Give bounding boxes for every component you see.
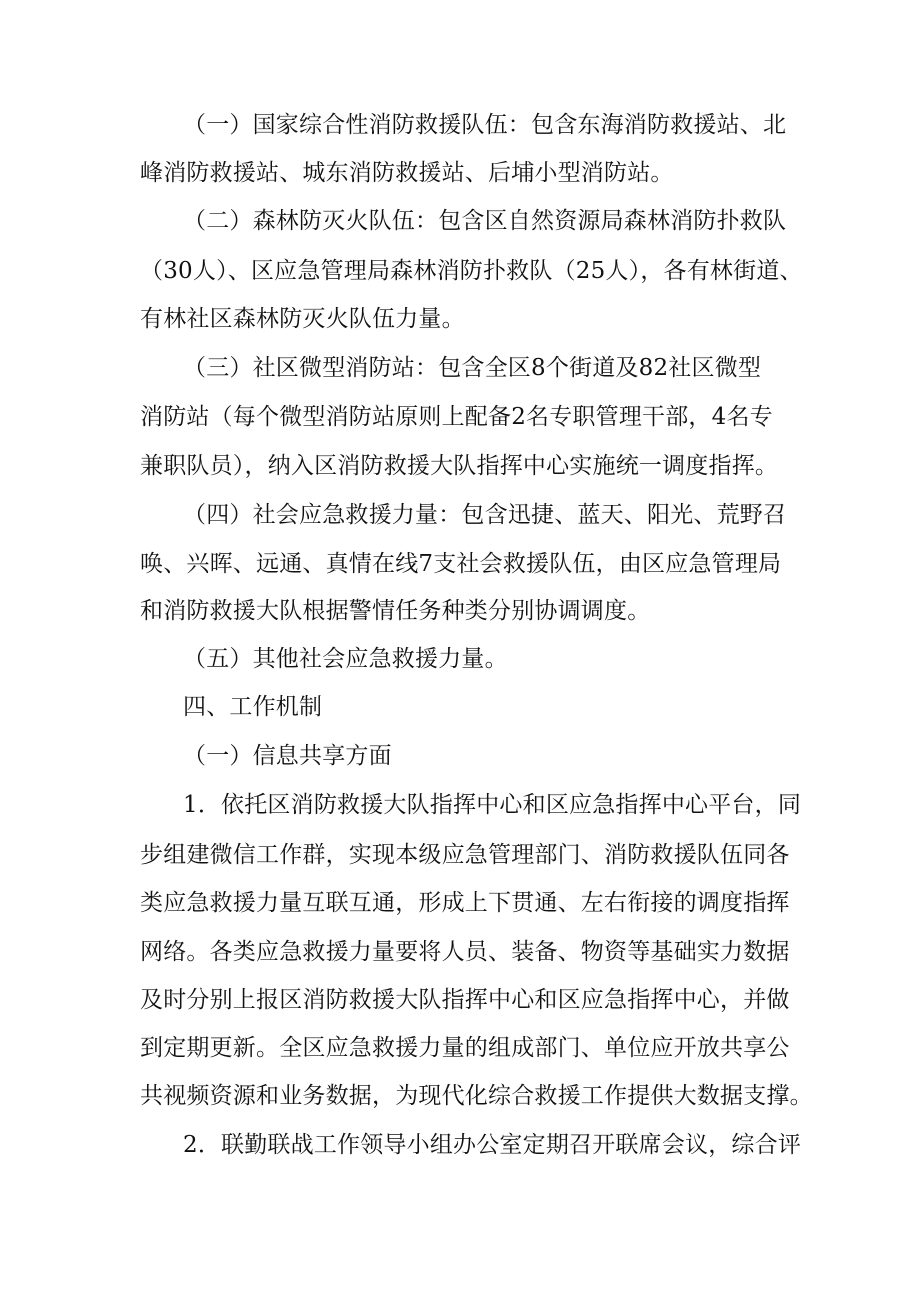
item1-line7: 共视频资源和业务数据，为现代化综合救援工作提供大数据支撑。 (140, 1083, 813, 1109)
item1-line5: 及时分别上报区消防救援大队指挥中心和区应急指挥中心，并做 (140, 987, 790, 1013)
para3-line2: 消防站（每个微型消防站原则上配备2名专职管理干部，4名专 (140, 404, 773, 430)
para2-line1: （二）森林防灭火队伍：包含区自然资源局森林消防扑救队 (183, 208, 787, 234)
para3-line3: 兼职队员），纳入区消防救援大队指挥中心实施统一调度指挥。 (140, 453, 779, 479)
para3-line1: （三）社区微型消防站：包含全区8个街道及82社区微型 (183, 355, 762, 381)
para2-line3: 有林社区森林防灭火队伍力量。 (140, 306, 465, 332)
item1-line2: 步组建微信工作群，实现本级应急管理部门、消防救援队伍同各 (140, 842, 790, 868)
item1-line6: 到定期更新。全区应急救援力量的组成部门、单位应开放共享公 (140, 1035, 790, 1061)
para4-line2: 唤、兴晖、远通、真情在线7支社会救援队伍，由区应急管理局 (140, 551, 782, 577)
para1-line2: 峰消防救援站、城东消防救援站、后埔小型消防站。 (140, 160, 674, 186)
section-heading: 四、工作机制 (183, 694, 323, 720)
item2-line1: 2．联勤联战工作领导小组办公室定期召开联席会议，综合评 (183, 1132, 802, 1158)
item1-line1: 1．依托区消防救援大队指挥中心和区应急指挥中心平台，同 (183, 792, 802, 818)
subsection-heading: （一）信息共享方面 (183, 743, 392, 769)
item1-line4: 网络。各类应急救援力量要将人员、装备、物资等基础实力数据 (140, 939, 790, 965)
para5-line1: （五）其他社会应急救援力量。 (183, 646, 508, 672)
para1-line1: （一）国家综合性消防救援队伍：包含东海消防救援站、北 (183, 112, 787, 138)
para4-line3: 和消防救援大队根据警情任务种类分别协调调度。 (140, 598, 651, 624)
item1-line3: 类应急救援力量互联互通，形成上下贯通、左右衔接的调度指挥 (140, 890, 790, 916)
para2-line2: （30人）、区应急管理局森林消防扑救队（25人），各有林街道、 (140, 258, 803, 284)
para4-line1: （四）社会应急救援力量：包含迅捷、蓝天、阳光、荒野召 (183, 502, 787, 528)
